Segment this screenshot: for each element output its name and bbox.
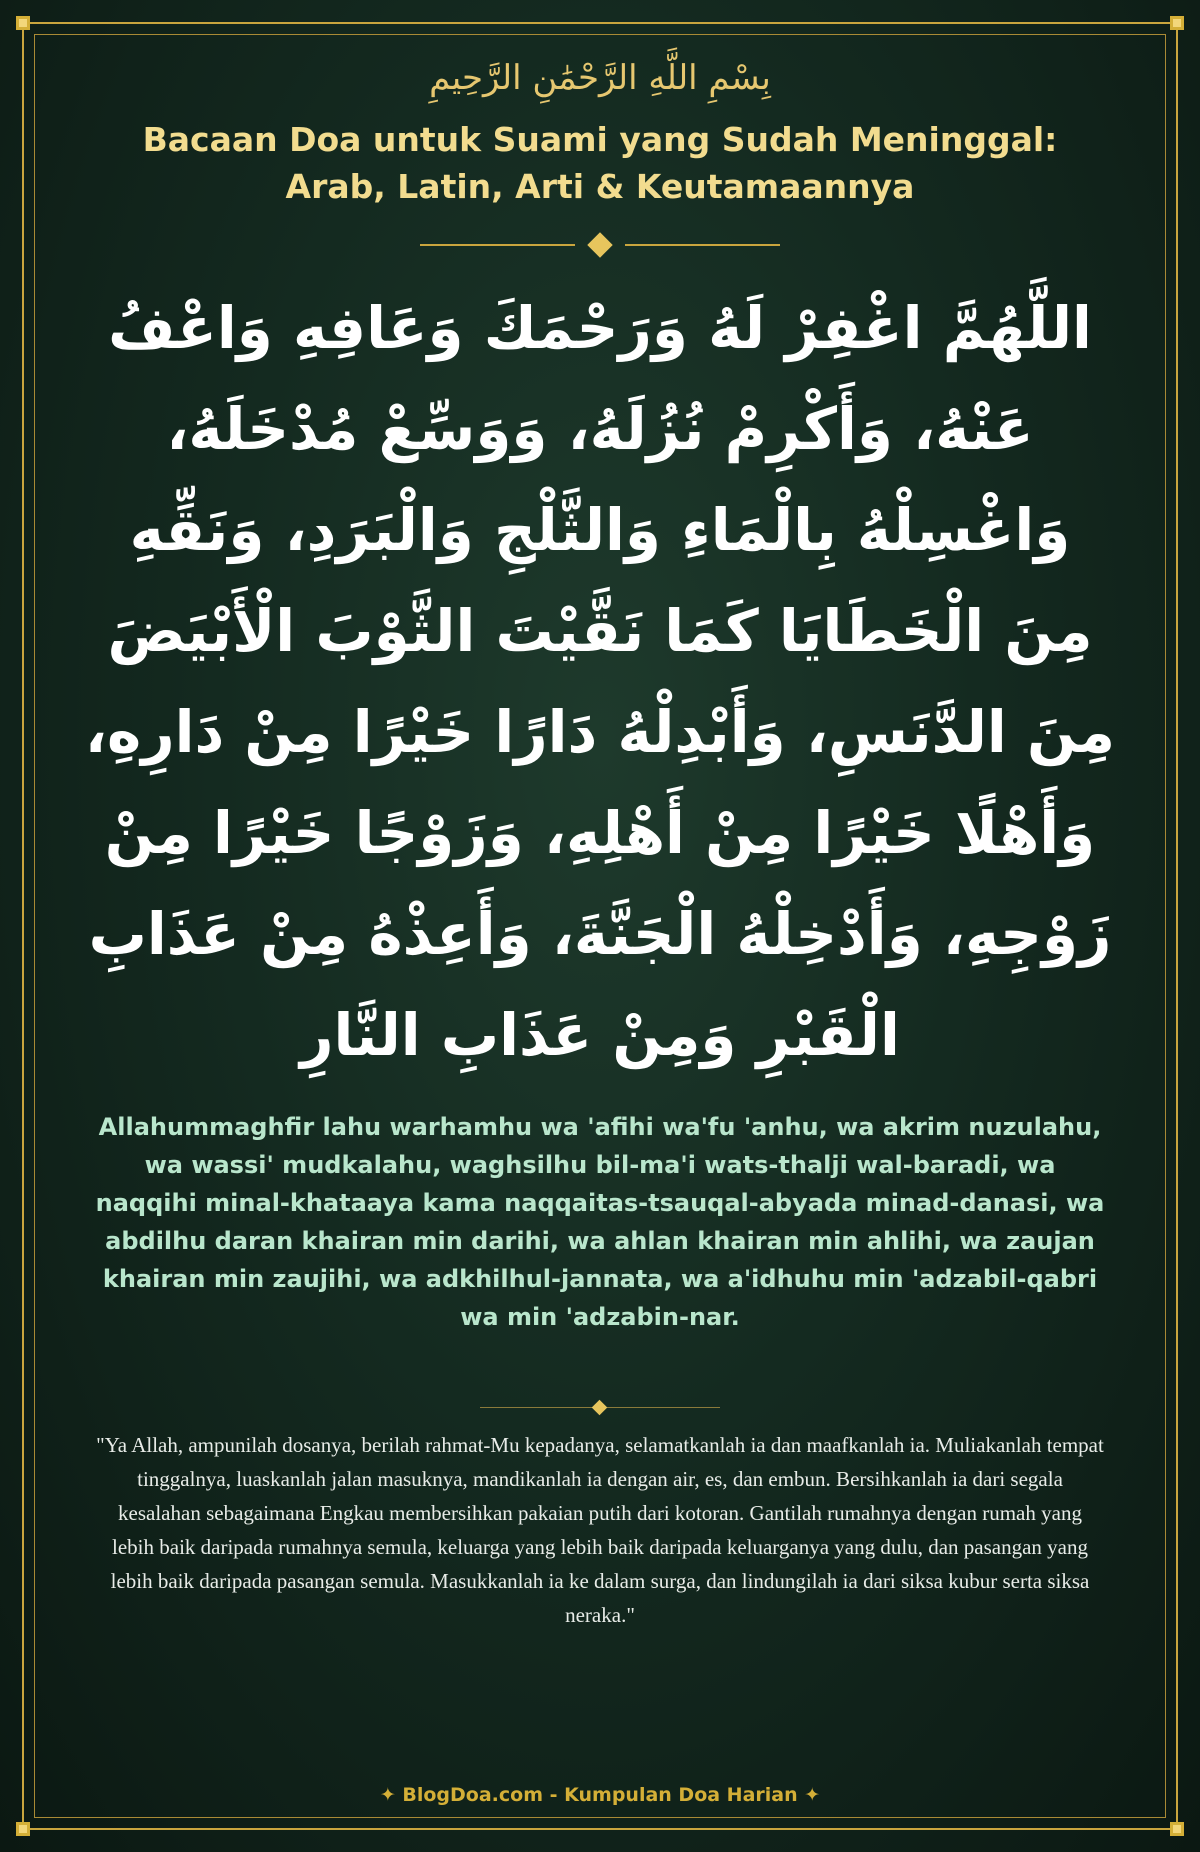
corner-ornament-icon: [16, 1822, 30, 1836]
divider-line: [625, 244, 780, 246]
corner-ornament-icon: [1170, 16, 1184, 30]
star-ornament-icon: [587, 232, 612, 257]
divider-line: [420, 244, 575, 246]
corner-ornament-icon: [1170, 1822, 1184, 1836]
diamond-ornament-icon: [592, 1400, 608, 1416]
footer-credit: ✦ BlogDoa.com - Kumpulan Doa Harian ✦: [379, 1784, 821, 1806]
latin-transliteration: Allahummaghfir lahu warhamhu wa 'afihi wa'fu 'anhu, wa akrim nuzulahu, wa wassi' mudkalahu, waghsilhu bil-ma'i wats-thalji wal-baradi, wa naqqihi minal-khataaya kama naqqaitas-tsauqal-abyada minad-danasi, wa abdilhu daran khairan min darihi, wa ahlan khairan min ahlihi, wa zaujan khairan min zaujihi, wa adkhilhul-jannata, wa a'idhuhu min 'adzabil-qabri wa min 'adzabin-nar.: [95, 1113, 1105, 1331]
section-divider: [0, 1393, 1200, 1423]
bismillah-heading: بِسْمِ اللَّهِ الرَّحْمَٰنِ الرَّحِيمِ: [429, 58, 771, 98]
title-divider: [0, 230, 1200, 260]
page-title: Bacaan Doa untuk Suami yang Sudah Meninggal: Arab, Latin, Arti & Keutamaannya: [142, 120, 1058, 206]
indonesian-translation: "Ya Allah, ampunilah dosanya, berilah rahmat-Mu kepadanya, selamatkanlah ia dan maafkanlah ia. Muliakanlah tempat tinggalnya, luaskanlah jalan masuknya, mandikanlah ia dengan air, es, dan embun. Bersihkanlah ia dari segala kesalahan sebagaimana Engkau membersihkan pakaian putih dari kotoran. Gantilah rumahnya dengan rumah yang lebih baik daripada rumahnya semula, keluarga yang lebih baik daripada keluarganya yang dulu, dan pasangan yang lebih baik daripada pasangan semula. Masukkanlah ia ke dalam surga, dan lindungilah ia dari siksa kubur serta siksa neraka.": [96, 1433, 1104, 1627]
arabic-prayer-text: اللَّهُمَّ اغْفِرْ لَهُ وَرَحْمَكَ وَعَافِهِ وَاعْفُ عَنْهُ، وَأَكْرِمْ نُزُلَهُ، وَوَسِّعْ مُدْخَلَهُ، وَاغْسِلْهُ بِالْمَاءِ وَالثَّلْجِ وَالْبَرَدِ، وَنَقِّهِ مِنَ الْخَطَايَا كَمَا نَقَّيْتَ الثَّوْبَ الْأَبْيَضَ مِنَ الدَّنَسِ، وَأَبْدِلْهُ دَارًا خَيْرًا مِنْ دَارِهِ، وَأَهْلًا خَيْرًا مِنْ أَهْلِهِ، وَزَوْجًا خَيْرًا مِنْ زَوْجِهِ، وَأَدْخِلْهُ الْجَنَّةَ، وَأَعِذْهُ مِنْ عَذَابِ الْقَبْرِ وَمِنْ عَذَابِ النَّارِ: [84, 294, 1116, 1069]
corner-ornament-icon: [16, 16, 30, 30]
